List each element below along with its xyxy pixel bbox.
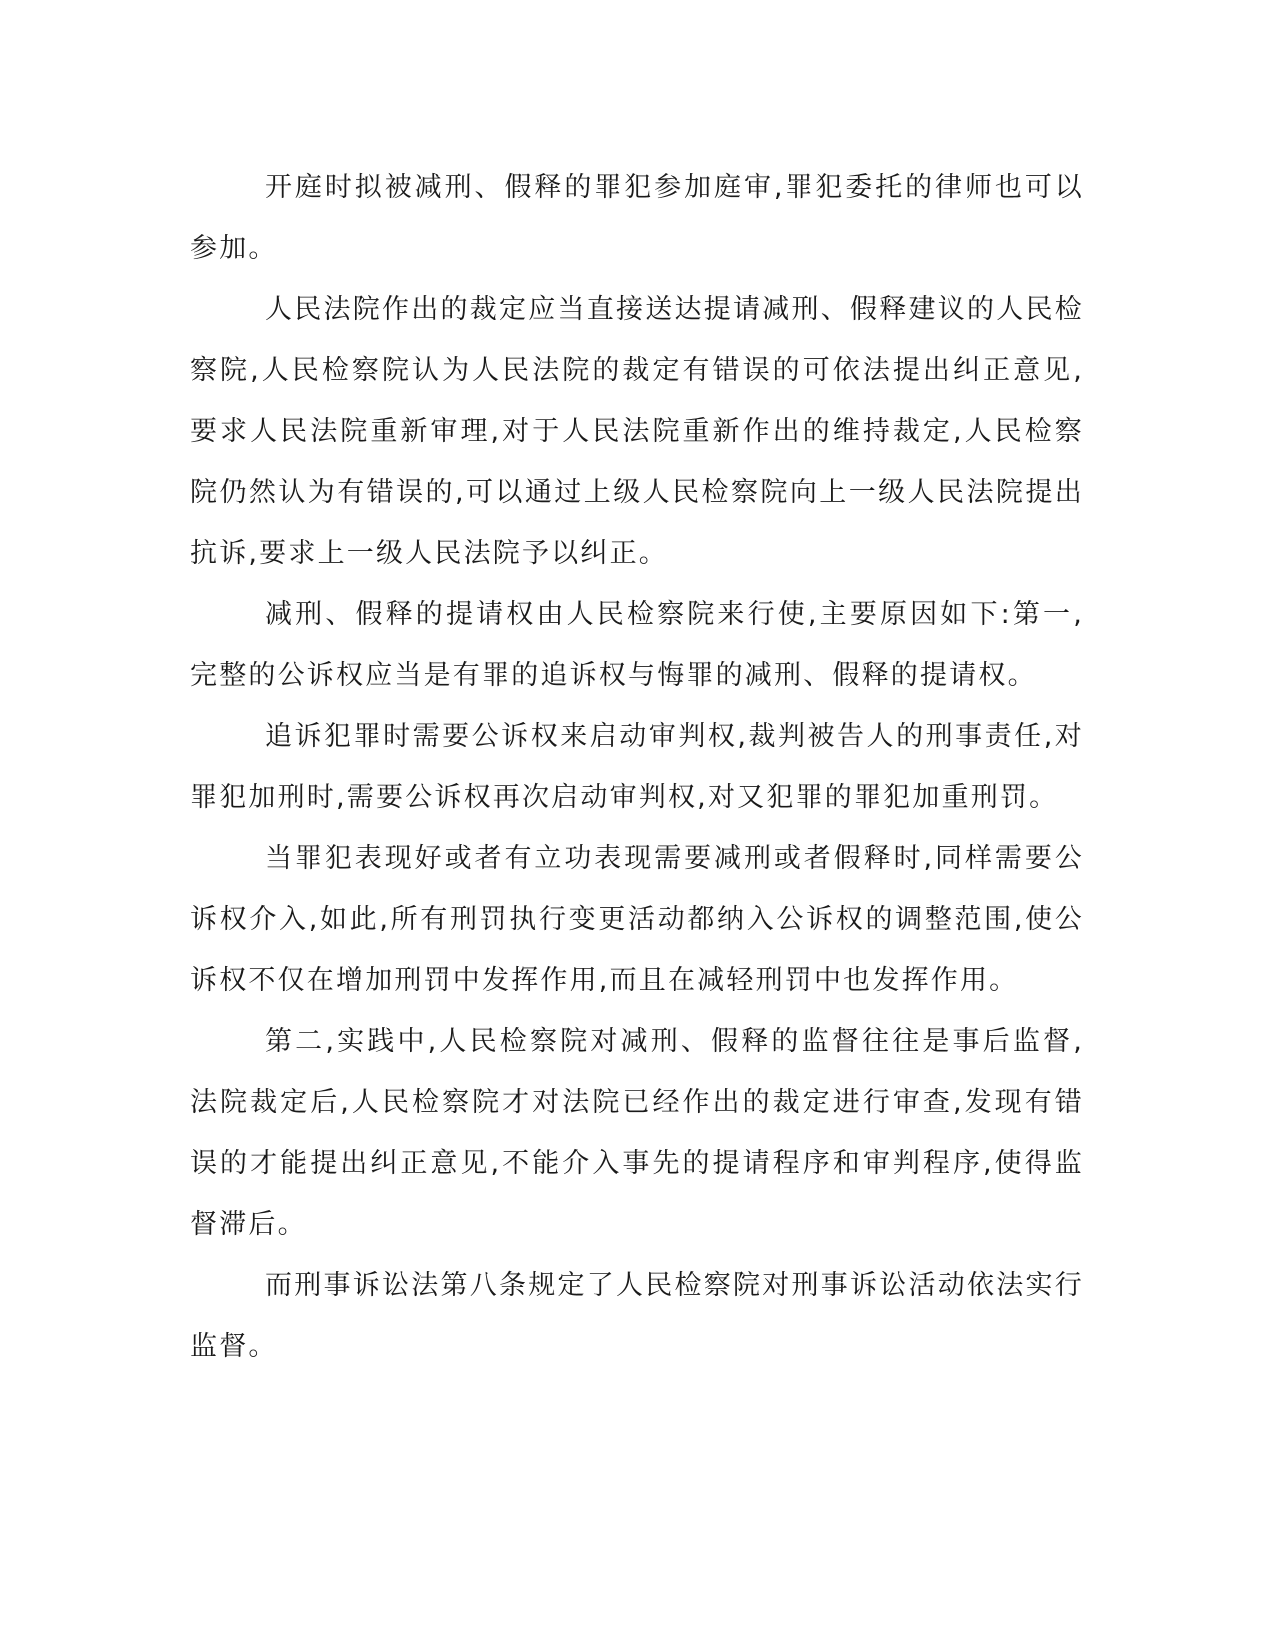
paragraph: 开庭时拟被减刑、假释的罪犯参加庭审,罪犯委托的律师也可以参加。 (190, 172, 1084, 264)
paragraph: 而刑事诉讼法第八条规定了人民检察院对刑事诉讼活动依法实行监督。 (190, 1270, 1084, 1362)
paragraph: 追诉犯罪时需要公诉权来启动审判权,裁判被告人的刑事责任,对罪犯加刑时,需要公诉权再次启动审判权,对又犯罪的罪犯加重刑罚。 (190, 721, 1084, 813)
paragraph: 减刑、假释的提请权由人民检察院来行使,主要原因如下:第一,完整的公诉权应当是有罪的追诉权与悔罪的减刑、假释的提请权。 (190, 599, 1084, 691)
paragraph: 人民法院作出的裁定应当直接送达提请减刑、假释建议的人民检察院,人民检察院认为人民法院的裁定有错误的可依法提出纠正意见,要求人民法院重新审理,对于人民法院重新作出的维持裁定,人民检察院仍然认为有错误的,可以通过上级人民检察院向上一级人民法院提出抗诉,要求上一级人民法院予以纠正。 (190, 294, 1084, 569)
paragraph: 当罪犯表现好或者有立功表现需要减刑或者假释时,同样需要公诉权介入,如此,所有刑罚执行变更活动都纳入公诉权的调整范围,使公诉权不仅在增加刑罚中发挥作用,而且在减轻刑罚中也发挥作用。 (190, 843, 1084, 996)
document-body (190, 157, 1084, 1377)
paragraph: 第二,实践中,人民检察院对减刑、假释的监督往往是事后监督,法院裁定后,人民检察院才对法院已经作出的裁定进行审查,发现有错误的才能提出纠正意见,不能介入事先的提请程序和审判程序,使得监督滞后。 (190, 1026, 1084, 1240)
